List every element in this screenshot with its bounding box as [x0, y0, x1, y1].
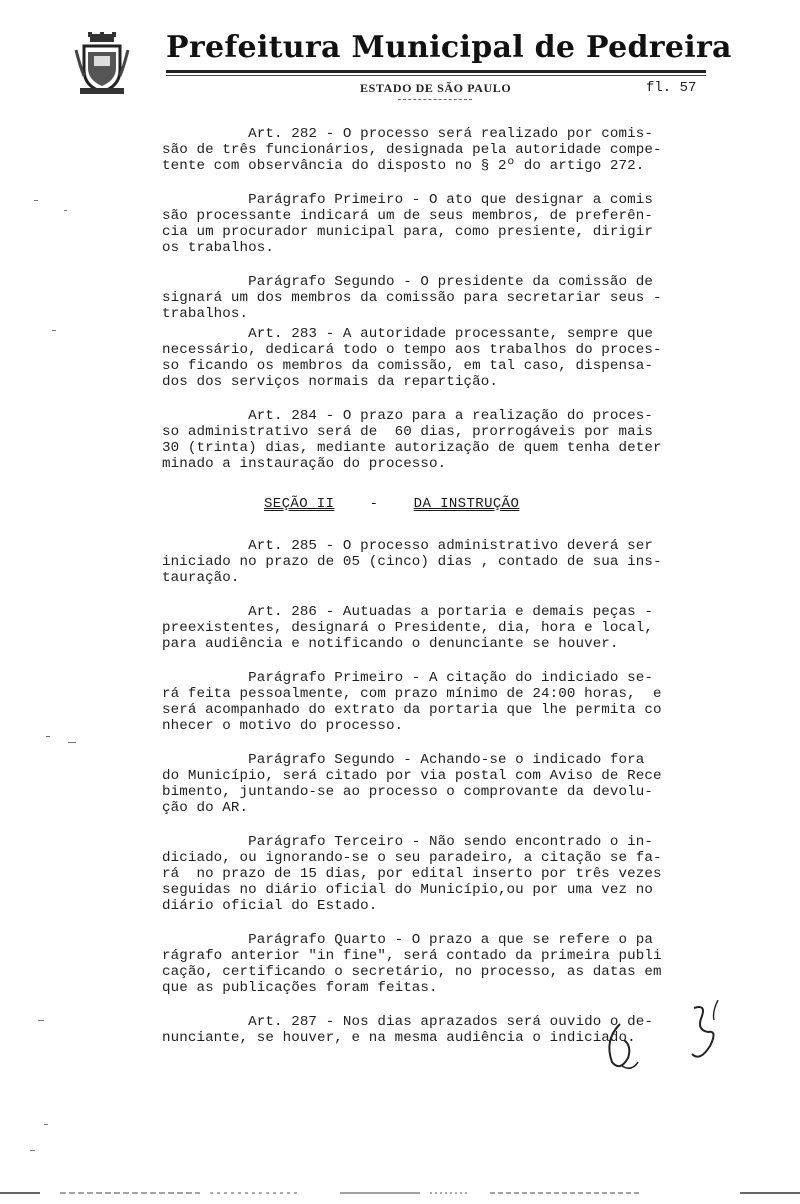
paragraph-art285	[162, 538, 722, 586]
text-line: tente com observância do disposto no § 2º do artigo 272.	[162, 158, 645, 174]
text-line: Parágrafo Terceiro - Não sendo encontrado o in-	[162, 834, 653, 850]
text-line: bimento, juntando-se ao processo o comprovante da devolu-	[162, 784, 653, 800]
text-line: Parágrafo Primeiro - A citação do indiciado se-	[162, 670, 653, 686]
margin-speck	[46, 736, 50, 737]
text-line: Art. 282 - O processo será realizado por comis-	[162, 126, 653, 142]
municipal-coat-of-arms-icon	[74, 32, 130, 96]
text-line: dos dos serviços normais da repartição.	[162, 374, 498, 390]
text-line: Parágrafo Segundo - O presidente da comissão de	[162, 274, 653, 290]
text-line: Art. 284 - O prazo para a realização do proces-	[162, 408, 653, 424]
text-line: será acompanhado do extrato da portaria que lhe permita co	[162, 702, 662, 718]
text-line: Art. 286 - Autuadas a portaria e demais peças -	[162, 604, 653, 620]
text-line: que as publicações foram feitas.	[162, 980, 438, 996]
text-line: iniciado no prazo de 05 (cinco) dias , contado de sua ins-	[162, 554, 662, 570]
paragraph-art282-p1	[162, 192, 722, 256]
text-line: seguidas no diário oficial do Município,ou por uma vez no	[162, 882, 653, 898]
text-line: 30 (trinta) dias, mediante autorização de quem tenha deter	[162, 440, 662, 456]
document-body	[162, 126, 722, 1064]
text-line: Art. 283 - A autoridade processante, sempre que	[162, 326, 653, 342]
text-line: rá no prazo de 15 dias, por edital inserto por três vezes	[162, 866, 662, 882]
scan-bottom-edge	[0, 1190, 800, 1196]
paragraph-art282	[162, 126, 722, 174]
paragraph-art283	[162, 326, 722, 390]
folio-number: fl. 57	[646, 80, 697, 96]
text-line: nhecer o motivo do processo.	[162, 718, 404, 734]
margin-speck	[52, 330, 56, 331]
margin-speck	[30, 1150, 35, 1151]
text-line: cação, certificando o secretário, no processo, as datas em	[162, 964, 662, 980]
paragraph-art282-p2	[162, 274, 722, 322]
header-rule-thin	[166, 75, 706, 76]
text-line: Parágrafo Quarto - O prazo a que se refere o pa	[162, 932, 653, 948]
text-line: rágrafo anterior "in fine", será contado da primeira publi	[162, 948, 662, 964]
header-rule-thick	[166, 70, 706, 73]
margin-speck	[38, 1020, 44, 1021]
text-line: Art. 285 - O processo administrativo deverá ser	[162, 538, 653, 554]
paragraph-art286-p3	[162, 834, 722, 914]
paragraph-art286-p1	[162, 670, 722, 734]
text-line: Art. 287 - Nos dias aprazados será ouvido o de-	[162, 1014, 653, 1030]
text-line: Parágrafo Primeiro - O ato que designar a comis	[162, 192, 653, 208]
text-line: são de três funcionários, designada pela autoridade compe-	[162, 142, 662, 158]
text-line: ção do AR.	[162, 800, 249, 816]
margin-speck	[64, 210, 67, 211]
text-line: são processante indicará um de seus membros, de preferên-	[162, 208, 653, 224]
text-line: diciado, ou ignorando-se o seu paradeiro, a citação se fa-	[162, 850, 662, 866]
paragraph-art286-p4	[162, 932, 722, 996]
paragraph-art286-p2	[162, 752, 722, 816]
page-title: Prefeitura Municipal de Pedreira	[166, 30, 732, 65]
section-heading-right: DA INSTRUÇÃO	[413, 496, 520, 512]
text-line: so administrativo será de 60 dias, prorrogáveis por mais	[162, 424, 653, 440]
text-line: do Município, será citado por via postal com Aviso de Rece	[162, 768, 662, 784]
text-line: rá feita pessoalmente, com prazo mínimo de 24:00 horas, e	[162, 686, 662, 702]
state-underline	[398, 99, 472, 100]
section-heading-separator: -	[369, 496, 379, 512]
text-line: os trabalhos.	[162, 240, 274, 256]
text-line: preexistentes, designará o Presidente, dia, hora e local,	[162, 620, 653, 636]
text-line: cia um procurador municipal para, como presiente, dirigir	[162, 224, 653, 240]
text-line: tauração.	[162, 570, 240, 586]
margin-speck	[34, 200, 38, 201]
text-line: minado a instauração do processo.	[162, 456, 447, 472]
paragraph-art284	[162, 408, 722, 472]
text-line: so ficando os membros da comissão, em tal caso, dispensa-	[162, 358, 653, 374]
text-line: diário oficial do Estado.	[162, 898, 378, 914]
text-line: signará um dos membros da comissão para secretariar seus -	[162, 290, 662, 306]
text-line: nunciante, se houver, e na mesma audiência o indiciado.	[162, 1030, 636, 1046]
handwritten-initials-icon	[598, 1000, 728, 1084]
section-heading	[162, 496, 722, 512]
margin-speck	[68, 742, 76, 743]
text-line: necessário, dedicará todo o tempo aos trabalhos do proces-	[162, 342, 662, 358]
margin-speck	[44, 1124, 48, 1125]
paragraph-art286	[162, 604, 722, 652]
state-label: ESTADO DE SÃO PAULO	[360, 81, 512, 95]
text-line: Parágrafo Segundo - Achando-se o indicado fora	[162, 752, 645, 768]
text-line: trabalhos.	[162, 306, 249, 322]
text-line: para audiência e notificando o denunciante se houver.	[162, 636, 619, 652]
section-heading-left: SEÇÃO II	[264, 496, 335, 512]
